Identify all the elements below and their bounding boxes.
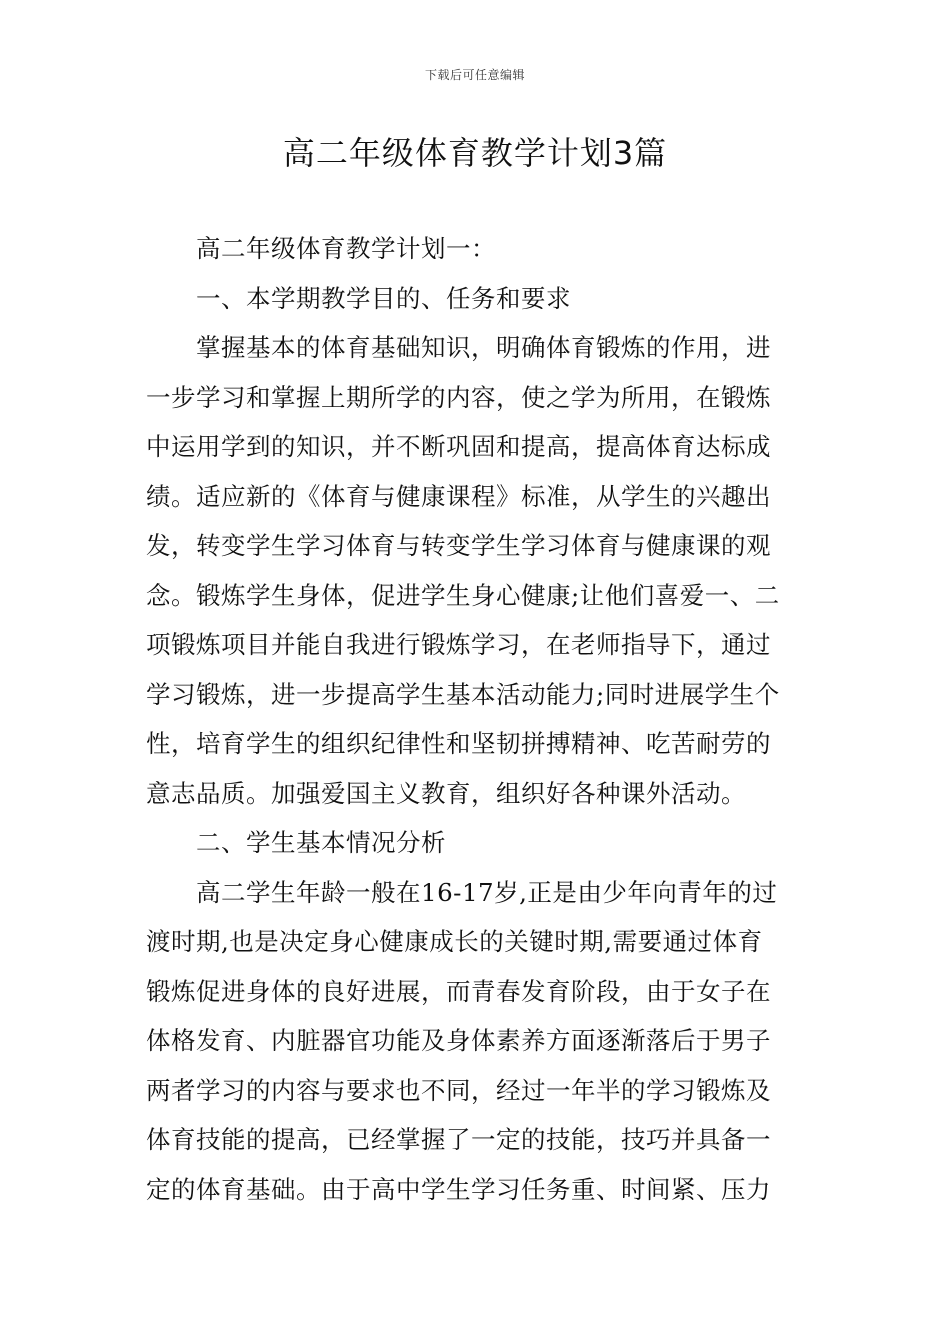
paragraph-line: 项锻炼项目并能自我进行锻炼学习，在老师指导下，通过	[146, 630, 771, 659]
paragraph-line: 发，转变学生学习体育与转变学生学习体育与健康课的观	[146, 531, 771, 560]
paragraph-line: 中运用学到的知识，并不断巩固和提高，提高体育达标成	[146, 432, 771, 461]
paragraph-line: 定的体育基础。由于高中学生学习任务重、时间紧、压力	[146, 1174, 771, 1204]
paragraph-line: 渡时期,也是决定身心健康成长的关键时期,需要通过体育	[146, 927, 763, 956]
document-body	[146, 224, 806, 1214]
paragraph-line: 念。锻炼学生身体，促进学生身心健康;让他们喜爱一、二	[146, 580, 780, 610]
section-heading: 高二年级体育教学计划一：	[196, 234, 496, 263]
paragraph-line: 性，培育学生的组织纪律性和坚韧拼搏精神、吃苦耐劳的	[146, 729, 771, 758]
paragraph-line: 高二学生年龄一般在16-17岁,正是由少年向青年的过	[196, 877, 778, 907]
section-heading: 一、本学期教学目的、任务和要求	[196, 283, 571, 313]
header-note: 下载后可任意编辑	[424, 68, 525, 82]
paragraph-line: 学习锻炼，进一步提高学生基本活动能力;同时进展学生个	[146, 679, 780, 709]
paragraph-line: 掌握基本的体育基础知识，明确体育锻炼的作用，进	[196, 333, 771, 362]
paragraph-line: 锻炼促进身体的良好进展，而青春发育阶段，由于女子在	[146, 976, 771, 1006]
paragraph-line: 体育技能的提高，已经掌握了一定的技能，技巧并具备一	[146, 1125, 771, 1154]
paragraph-line: 绩。适应新的《体育与健康课程》标准，从学生的兴趣出	[146, 481, 771, 511]
section-heading: 二、学生基本情况分析	[196, 828, 446, 857]
paragraph-line: 意志品质。加强爱国主义教育，组织好各种课外活动。	[146, 778, 746, 808]
document-title: 高二年级体育教学计划3篇	[282, 134, 668, 172]
paragraph-line: 体格发育、内脏器官功能及身体素养方面逐渐落后于男子	[146, 1026, 771, 1055]
paragraph-line: 两者学习的内容与要求也不同，经过一年半的学习锻炼及	[146, 1075, 771, 1105]
paragraph-line: 一步学习和掌握上期所学的内容，使之学为所用，在锻炼	[146, 382, 771, 412]
